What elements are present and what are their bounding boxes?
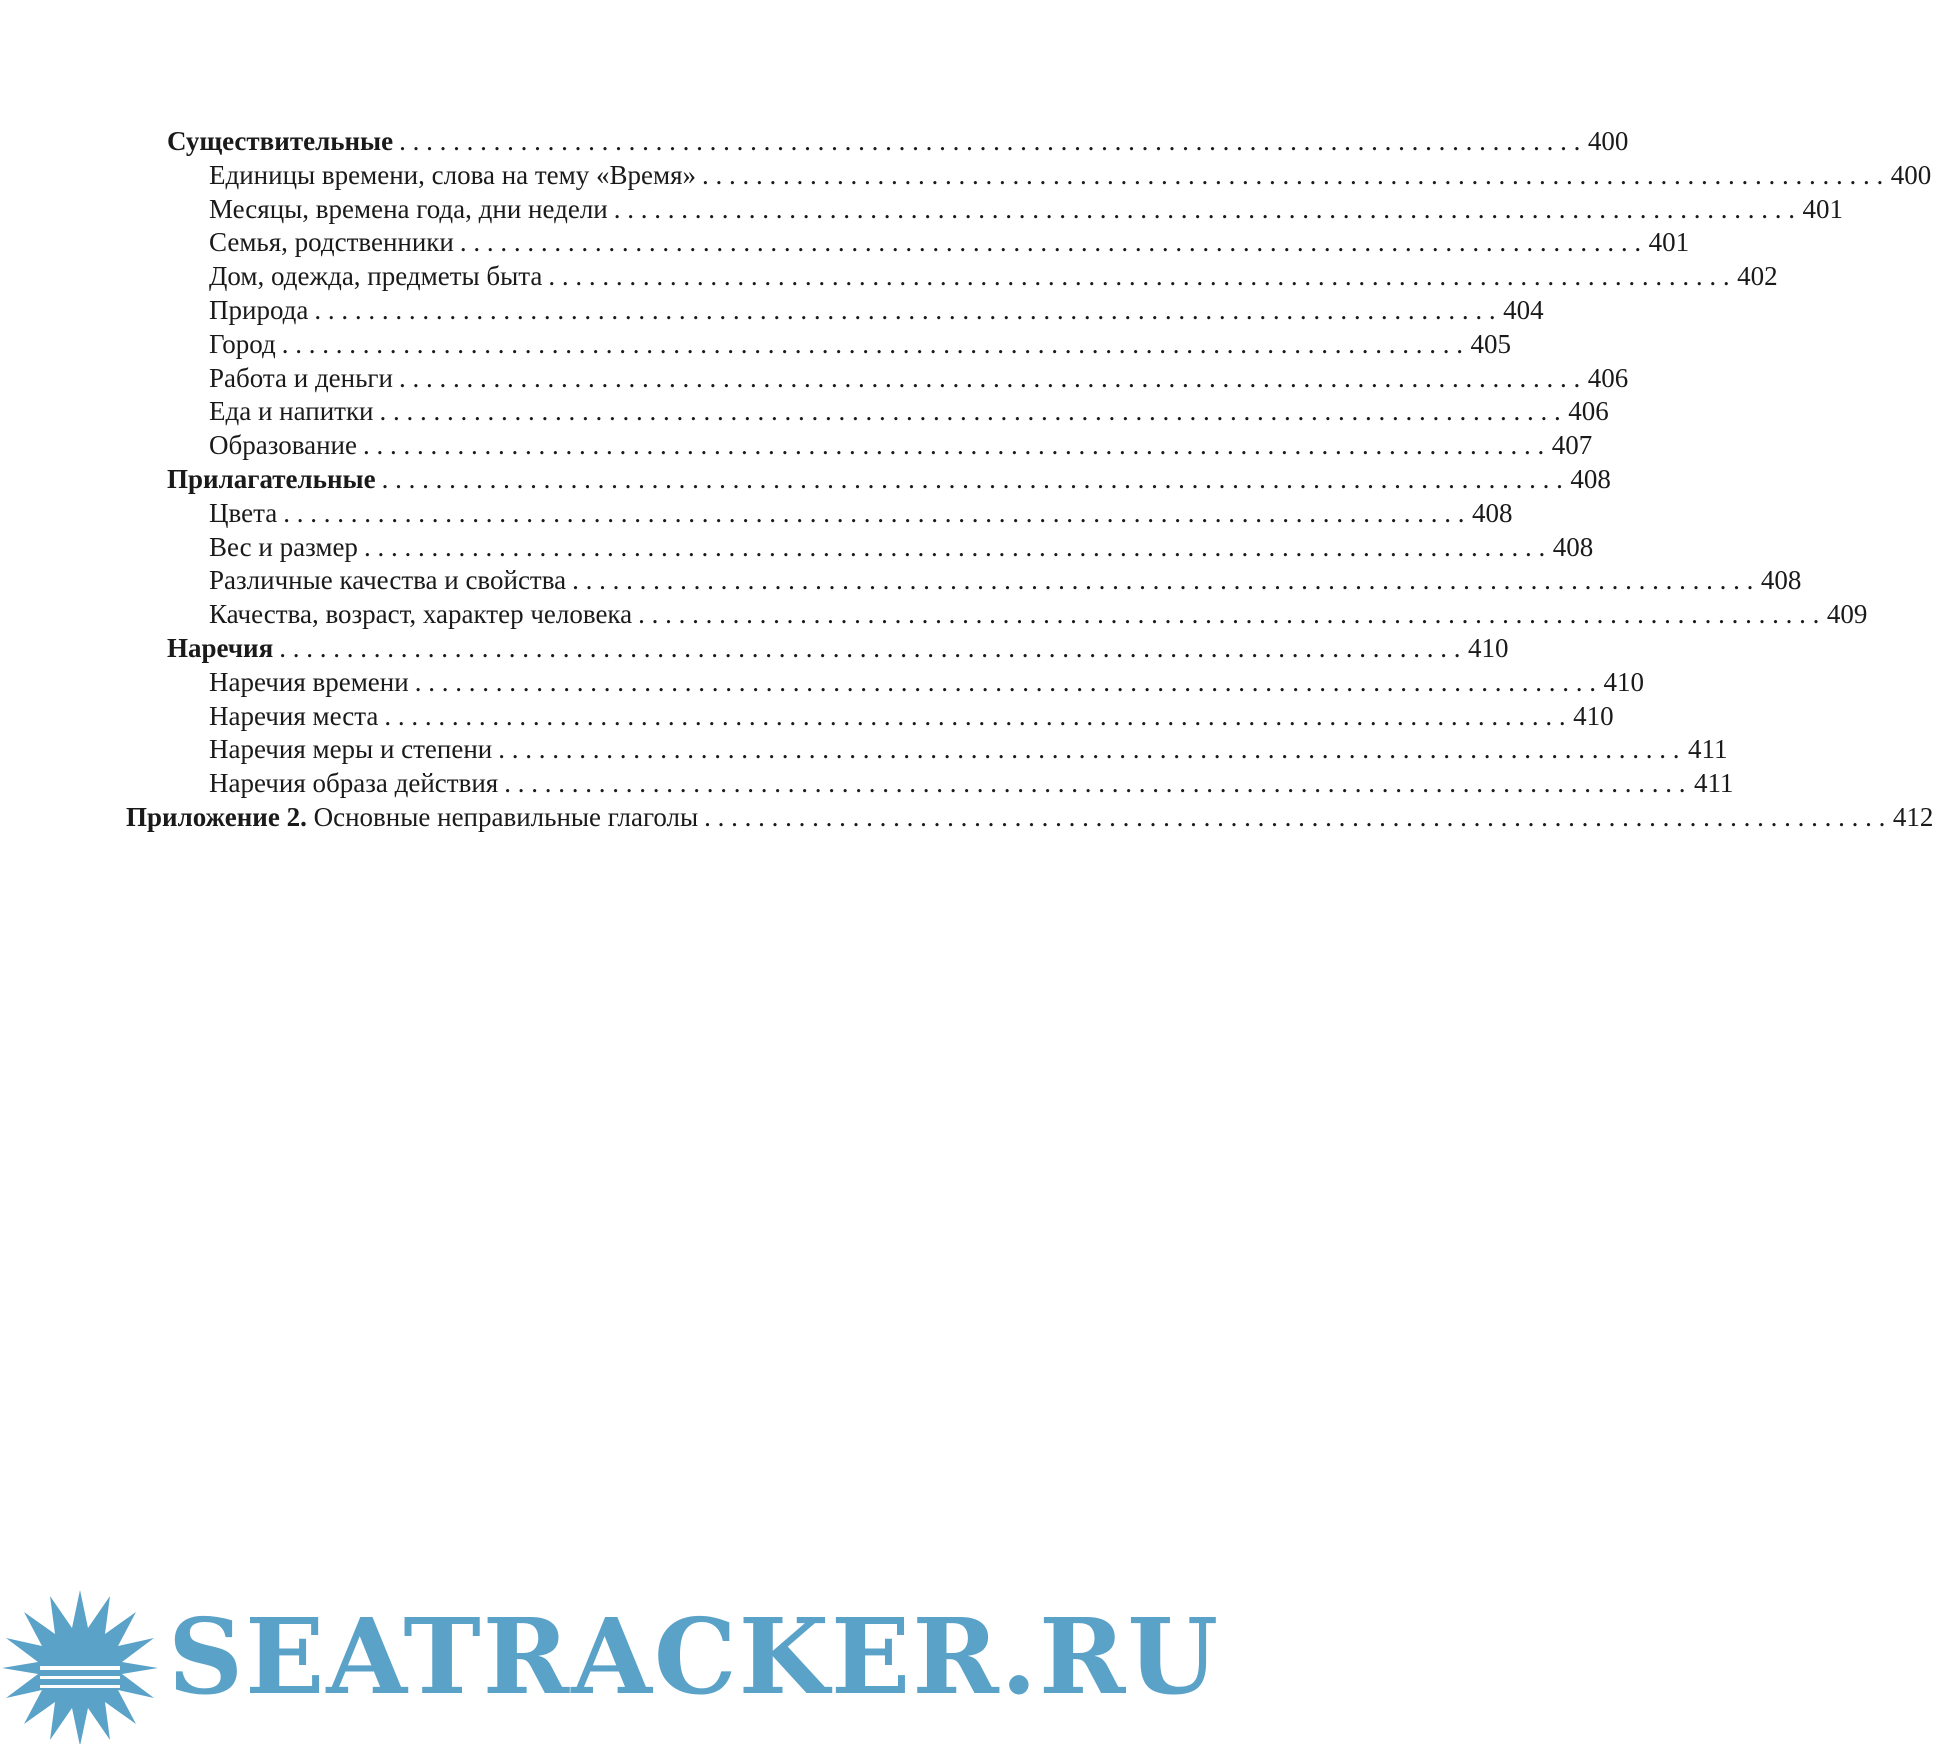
toc-entry-title	[167, 463, 376, 497]
toc-page-number: 401	[1802, 193, 1843, 224]
dot-leader	[282, 328, 1463, 362]
toc-entry-text: Наречия меры и степени	[209, 734, 493, 765]
dot-leader	[638, 598, 1819, 632]
toc-entry	[126, 260, 1778, 294]
toc-page-number: 400	[1587, 126, 1629, 156]
toc-page-number: 408	[1570, 463, 1611, 494]
dot-leader	[702, 159, 1883, 193]
toc-entry-text: Семья, родственники	[209, 227, 454, 258]
toc-entry-text: Месяцы, времена года, дни недели	[209, 193, 608, 224]
toc-entry-text: Работа и деньги	[209, 362, 393, 393]
toc-entry-text: Различные качества и свойства	[209, 565, 567, 596]
dot-leader	[498, 733, 1679, 767]
dot-leader	[614, 193, 1795, 227]
dot-leader	[279, 632, 1460, 666]
dot-leader	[548, 260, 1729, 294]
toc-entry-title	[209, 159, 696, 193]
toc-entry-text: Цвета	[209, 497, 278, 528]
toc-entry	[126, 598, 1868, 632]
toc-page-number: 410	[1603, 666, 1644, 697]
toc-entry	[126, 294, 1544, 328]
dot-leader	[415, 666, 1596, 700]
toc-entry-title	[209, 193, 608, 227]
toc-entry	[126, 328, 1511, 362]
toc-entry-title	[209, 733, 492, 767]
toc-entry-title	[167, 632, 273, 666]
toc-entry	[126, 767, 1734, 801]
toc-page-number: 400	[1890, 159, 1932, 190]
toc-entry-title	[209, 294, 308, 328]
dot-leader	[382, 463, 1563, 497]
toc-entry-title	[209, 564, 566, 598]
dot-leader	[399, 125, 1580, 159]
dot-leader	[283, 497, 1464, 531]
dot-leader	[314, 294, 1495, 328]
toc-page-number: 404	[1503, 294, 1544, 325]
toc-page-number: 402	[1737, 261, 1778, 292]
toc-entry-title	[209, 767, 498, 801]
toc-entry	[126, 733, 1728, 767]
toc-entry-title	[209, 700, 378, 734]
toc-entry	[126, 159, 1932, 193]
toc-entry-text: Образование	[209, 430, 357, 461]
toc-entry	[126, 429, 1593, 463]
toc-page-number: 408	[1760, 565, 1802, 596]
toc-entry-text: Единицы времени, слова на тему «Время»	[209, 159, 697, 190]
toc-entry-title	[209, 531, 358, 565]
dot-leader	[504, 767, 1685, 801]
toc-entry-bold-title: Прилагательные	[167, 463, 376, 494]
toc-entry	[126, 463, 1611, 497]
toc-entry-text: Город	[209, 328, 276, 359]
toc-entry-title	[209, 362, 393, 396]
toc-entry-text: Основные неправильные глаголы	[313, 801, 699, 832]
toc-entry-bold-title: Существительные	[167, 126, 394, 156]
toc-page-number: 408	[1552, 531, 1594, 562]
toc-page-number: 411	[1688, 734, 1728, 765]
toc-entry-text: Природа	[209, 294, 309, 325]
toc-page-number: 410	[1467, 632, 1509, 663]
toc-entry	[126, 125, 1629, 159]
toc-entry	[126, 531, 1594, 565]
toc-page-number: 410	[1573, 700, 1614, 731]
toc-entry-title	[209, 260, 542, 294]
dot-leader	[399, 362, 1580, 396]
toc-page-number: 405	[1470, 328, 1511, 359]
toc-entry-title	[167, 125, 393, 159]
toc-entry-title	[126, 801, 698, 835]
toc-entry-bold-title: Приложение 2.	[126, 801, 307, 832]
toc-page-number: 409	[1826, 599, 1868, 630]
toc-entry	[126, 362, 1629, 396]
dot-leader	[380, 395, 1561, 429]
toc-page-number: 412	[1892, 801, 1933, 832]
toc-entry-text: Наречия места	[209, 700, 379, 731]
toc-entry	[126, 497, 1513, 531]
toc-entry-text: Вес и размер	[209, 531, 358, 562]
toc-entry-title	[209, 666, 409, 700]
toc-entry-title	[209, 226, 454, 260]
toc-entry-title	[209, 328, 276, 362]
watermark-text: SEATRACKER.RU	[168, 1595, 1221, 1718]
toc-page-number: 406	[1568, 396, 1609, 427]
toc-entry	[126, 666, 1644, 700]
toc-entry	[126, 700, 1614, 734]
toc-entry-text: Наречия времени	[209, 666, 409, 697]
dot-leader	[384, 700, 1565, 734]
toc-entry-title	[209, 497, 277, 531]
toc-entry	[126, 226, 1690, 260]
toc-entry-bold-title: Наречия	[167, 632, 274, 663]
toc-entry	[126, 632, 1509, 666]
toc-entry	[126, 193, 1843, 227]
toc-page-number: 401	[1648, 227, 1690, 258]
toc-page-number: 406	[1587, 362, 1629, 393]
dot-leader	[572, 564, 1753, 598]
toc-entry-text: Дом, одежда, предметы быта	[209, 261, 543, 292]
toc-entry-text: Качества, возраст, характер человека	[209, 599, 633, 630]
dot-leader	[363, 429, 1544, 463]
toc-page-number: 411	[1693, 768, 1734, 799]
toc-page-number: 407	[1551, 430, 1593, 461]
toc-entry	[126, 395, 1609, 429]
toc-page-number: 408	[1471, 497, 1513, 528]
toc-entry	[126, 801, 1933, 835]
toc-entry-text: Еда и напитки	[209, 396, 374, 427]
toc-entry	[126, 564, 1802, 598]
toc-entry-title	[209, 395, 374, 429]
toc-entry-title	[209, 429, 357, 463]
dot-leader	[704, 801, 1885, 835]
dot-leader	[364, 531, 1545, 565]
toc-entry-text: Наречия образа действия	[209, 768, 499, 799]
toc-entry-title	[209, 598, 632, 632]
sun-icon	[2, 1590, 158, 1744]
dot-leader	[460, 226, 1641, 260]
table-of-contents	[126, 125, 1933, 835]
